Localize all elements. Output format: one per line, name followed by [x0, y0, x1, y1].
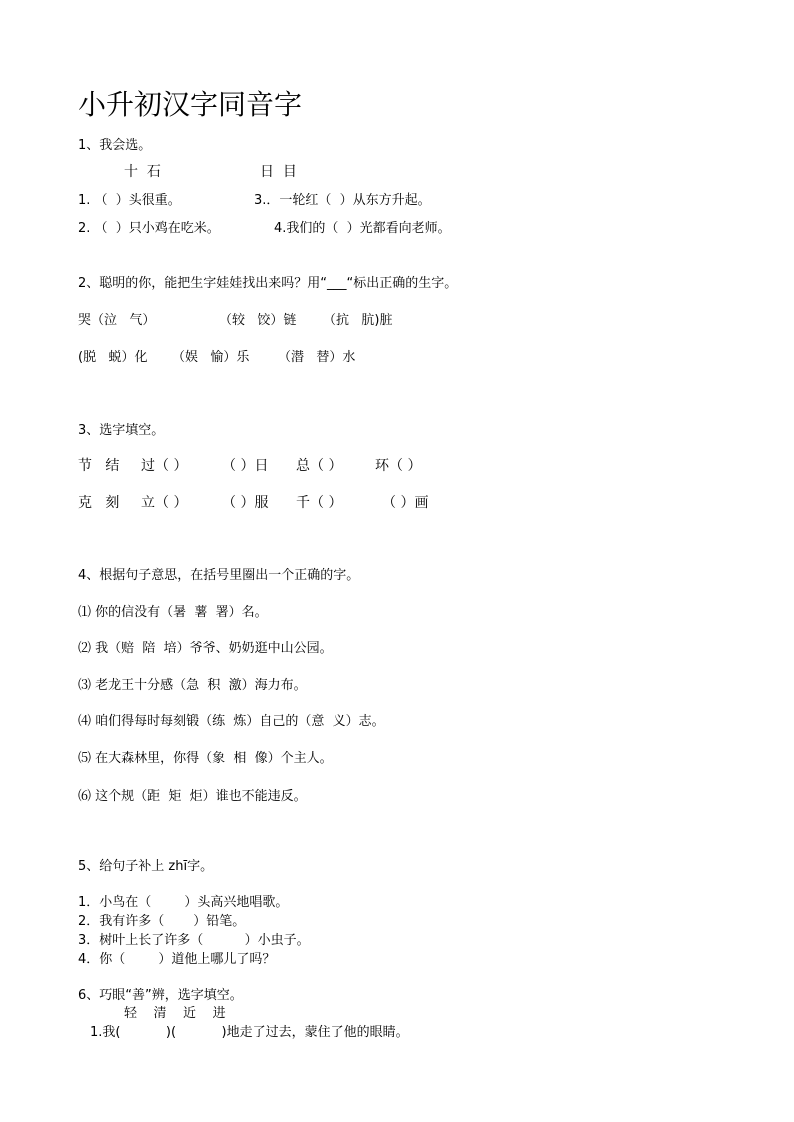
q1-heading: 1、我会选。 [78, 138, 152, 153]
q1-item-1: 1. （ ）头很重。 [78, 193, 181, 208]
q4-item: ⑷ 咱们得每时每刻锻（练 炼）自己的（意 义）志。 [78, 714, 385, 729]
q5-heading: 5、给句子补上 zhī字。 [78, 859, 214, 874]
page-title: 小升初汉字同音字 [78, 88, 303, 121]
q3-heading: 3、选字填空。 [78, 423, 165, 438]
q4-item: ⑴ 你的信没有（暑 薯 署）名。 [78, 605, 268, 620]
q1-choice-pair-a: 十 石 [124, 164, 161, 180]
q2-heading: 2、聪明的你，能把生字娃娃找出来吗？用“___“标出正确的生字。 [78, 276, 458, 291]
q2-item: （潜 替）水 [278, 350, 356, 365]
q1-item-3: 3.．一轮红（ ）从东方升起。 [254, 193, 431, 208]
q2-item: 哭（泣 气） [78, 313, 156, 328]
q3-blank: 环（ ） [375, 458, 422, 474]
q2-item: （较 饺）链 [219, 313, 297, 328]
q6-item-1: 1.我( )( )地走了过去，蒙住了他的眼睛。 [90, 1025, 409, 1040]
q3-choice-pair-1: 节 结 [78, 458, 120, 474]
q3-blank: 千（ ） [296, 495, 343, 511]
q4-item: ⑹ 这个规（距 矩 炬）谁也不能违反。 [78, 789, 307, 804]
q3-choice-pair-2: 克 刻 [78, 495, 120, 511]
q3-blank: （ ）画 [382, 495, 429, 511]
q5-item: 3．树叶上长了许多（ ）小虫子。 [78, 933, 310, 948]
q2-item: （娱 愉）乐 [172, 350, 250, 365]
q2-item: (脱 蜕）化 [78, 350, 148, 365]
q5-item: 1．小鸟在（ ）头高兴地唱歌。 [78, 895, 289, 910]
q2-item: （抗 肮)脏 [323, 313, 393, 328]
q3-blank: 总（ ） [296, 458, 343, 474]
q3-blank: 过（ ） [141, 458, 188, 474]
q4-item: ⑸ 在大森林里，你得（象 相 像）个主人。 [78, 751, 333, 766]
q4-item: ⑶ 老龙王十分感（急 积 激）海力布。 [78, 678, 307, 693]
q1-item-4: 4.我们的（ ）光都看向老师。 [274, 221, 451, 236]
q4-heading: 4、根据句子意思，在括号里圈出一个正确的字。 [78, 568, 360, 583]
q3-blank: （ ）日 [222, 458, 269, 474]
q1-choice-pair-b: 日 目 [260, 164, 297, 180]
q3-blank: 立（ ） [141, 495, 188, 511]
q3-blank: （ ）服 [222, 495, 269, 511]
q4-item: ⑵ 我（赔 陪 培）爷爷、奶奶逛中山公园。 [78, 641, 333, 656]
q6-choices: 轻 清 近 进 [124, 1006, 226, 1021]
q5-item: 4．你（ ）道他上哪儿了吗？ [78, 952, 276, 967]
q1-item-2: 2. （ ）只小鸡在吃米。 [78, 221, 220, 236]
q6-heading: 6、巧眼“善”辨，选字填空。 [78, 988, 243, 1003]
q5-item: 2．我有许多（ ）铅笔。 [78, 914, 246, 929]
